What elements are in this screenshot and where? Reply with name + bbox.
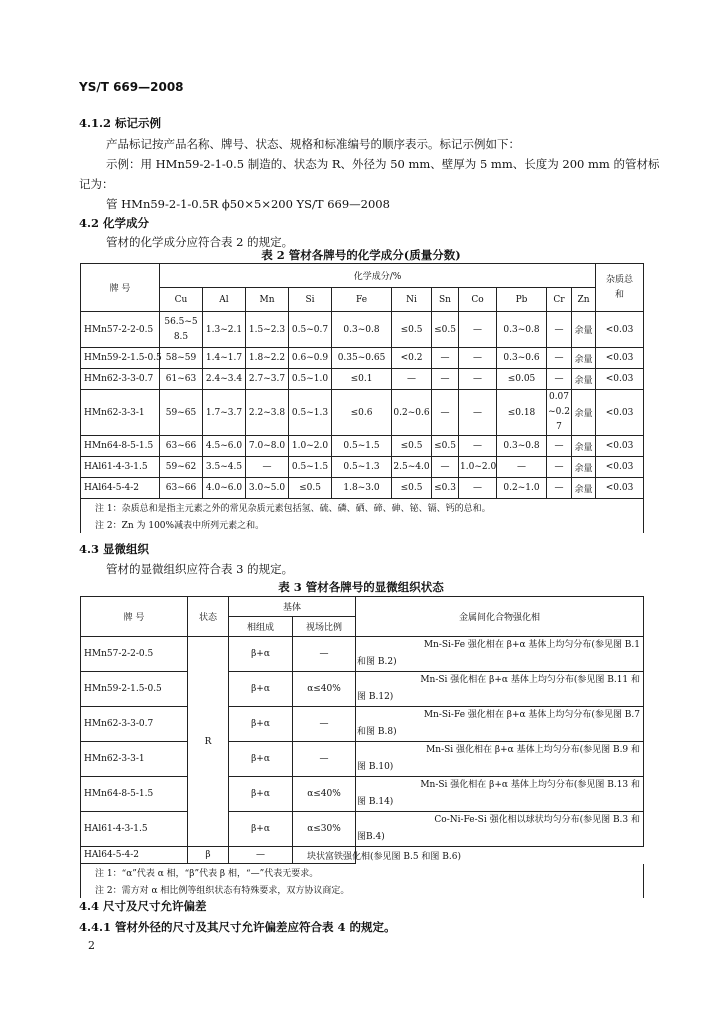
t3-desc-line1: Co-Ni-Fe-Si 强化相以球状均匀分布(参见图 B.3 和	[434, 815, 641, 825]
marking-example-line1: 示例：用 HMn59-2-1-0.5 制造的、状态为 R、外径为 50 mm、壁厚为 5 mm、长度为 200 mm 的管材标	[106, 157, 660, 171]
t2-cell: ≤0.5	[392, 478, 432, 499]
t2-element-header: Zn	[572, 288, 596, 312]
t2-cell: 0.3~0.8	[332, 312, 392, 348]
table-2-caption: 表 2 管材各牌号的化学成分(质量分数)	[261, 248, 461, 262]
t2-note-2: 注 2：Zn 为 100%减表中所列元素之和。	[81, 516, 644, 533]
t3-header-ratio: 视场比例	[293, 617, 356, 637]
t2-cell: 1.3~2.1	[203, 312, 246, 348]
t2-cell: 0.5~1.5	[289, 457, 332, 478]
t3-grade: HMn62-3-3-0.7	[81, 707, 188, 742]
t2-cell: 0.2~0.6	[392, 390, 432, 436]
t2-impurity: <0.03	[596, 348, 644, 369]
t3-ratio: —	[293, 707, 356, 742]
t3-desc-line2: 图 B.10)	[357, 762, 394, 772]
t2-cell: ≤0.3	[432, 478, 459, 499]
t2-cell: ≤0.5	[392, 436, 432, 457]
t3-grade: HMn62-3-3-1	[81, 742, 188, 777]
t2-impurity: <0.03	[596, 390, 644, 436]
t2-cell: 58~59	[160, 348, 203, 369]
t3-phase: β	[188, 847, 229, 864]
section-4-3-text: 管材的显微组织应符合表 3 的规定。	[106, 562, 294, 576]
t2-grade: HAl61-4-3-1.5	[81, 457, 160, 478]
t3-phase: β+α	[229, 742, 293, 777]
t2-cell: 0.5~0.7	[289, 312, 332, 348]
t2-grade: HMn62-3-3-1	[81, 390, 160, 436]
table-row	[81, 742, 644, 777]
t2-cell: 4.5~6.0	[203, 436, 246, 457]
t3-ratio: —	[229, 847, 293, 864]
table-row	[81, 637, 644, 672]
t2-cell: —	[547, 369, 572, 390]
t3-phase: β+α	[229, 707, 293, 742]
t2-cell: 56.5~58.5	[160, 312, 203, 348]
t2-cell: 0.5~1.3	[332, 457, 392, 478]
chemical-composition-table	[80, 263, 644, 533]
table-3-caption: 表 3 管材各牌号的显微组织状态	[278, 580, 444, 594]
t2-cell: 余量	[572, 390, 596, 436]
t2-cell: —	[547, 436, 572, 457]
t3-intermetallic-desc	[356, 672, 644, 707]
t2-cell: 0.5~1.5	[332, 436, 392, 457]
t3-phase: β+α	[229, 777, 293, 812]
table-row	[81, 478, 644, 499]
t2-cell: —	[392, 369, 432, 390]
t2-cell: 4.0~6.0	[203, 478, 246, 499]
t2-cell: 61~63	[160, 369, 203, 390]
t2-cell: —	[459, 348, 497, 369]
table-row	[81, 436, 644, 457]
t2-cell: 0.3~0.8	[497, 312, 547, 348]
t2-cell: —	[547, 312, 572, 348]
t3-ratio: α≤30%	[293, 812, 356, 847]
t3-intermetallic-desc	[356, 812, 644, 847]
t3-header-matrix: 基体	[229, 597, 356, 617]
table-row	[81, 369, 644, 390]
t2-header-impurity: 杂质总和	[596, 264, 644, 312]
t2-cell: 1.8~2.2	[246, 348, 289, 369]
t2-cell: ≤0.5	[392, 312, 432, 348]
table-row	[81, 312, 644, 348]
section-4-2-text: 管材的化学成分应符合表 2 的规定。	[106, 235, 294, 249]
t3-grade: HMn64-8-5-1.5	[81, 777, 188, 812]
t2-cell: 0.6~0.9	[289, 348, 332, 369]
t3-phase: β+α	[229, 812, 293, 847]
t3-ratio: α≤40%	[293, 672, 356, 707]
t3-grade: HAl64-5-4-2	[81, 847, 188, 864]
t3-desc-line1: Mn-Si-Fe 强化相在 β+α 基体上均匀分布(参见图 B.1	[423, 640, 641, 650]
t3-phase: β+α	[229, 672, 293, 707]
t2-cell: —	[459, 390, 497, 436]
t2-header-grade: 牌 号	[81, 264, 160, 312]
t3-note-1: 注 1：“α”代表 α 相，“β”代表 β 相，“—”代表无要求。	[81, 864, 644, 881]
t2-cell: 0.35~0.65	[332, 348, 392, 369]
t2-cell: ≤0.6	[332, 390, 392, 436]
table-row	[81, 707, 644, 742]
t2-element-header: Fe	[332, 288, 392, 312]
t3-intermetallic-desc	[356, 742, 644, 777]
table-row	[81, 777, 644, 812]
t3-state: R	[188, 637, 229, 847]
section-4-4-title: 4.4 尺寸及尺寸允许偏差	[79, 899, 207, 913]
t2-cell: 余量	[572, 312, 596, 348]
t2-cell: ≤0.1	[332, 369, 392, 390]
t2-cell: 1.7~3.7	[203, 390, 246, 436]
t3-intermetallic-desc: 块状富铁强化相(参见图 B.5 和图 B.6)	[293, 847, 356, 864]
t2-cell: —	[459, 436, 497, 457]
marking-rule-text: 产品标记按产品名称、牌号、状态、规格和标准编号的顺序表示。标记示例如下：	[106, 137, 520, 151]
t2-cell: 余量	[572, 457, 596, 478]
t2-cell: 0.3~0.8	[497, 436, 547, 457]
t2-cell: <0.2	[392, 348, 432, 369]
t3-note-2: 注 2：需方对 α 相比例等组织状态有特殊要求，双方协议商定。	[81, 881, 644, 898]
t2-impurity: <0.03	[596, 457, 644, 478]
t3-header-grade: 牌 号	[81, 597, 188, 637]
t2-cell: ≤0.5	[432, 436, 459, 457]
t2-cell: 0.5~1.0	[289, 369, 332, 390]
t2-element-header: Ni	[392, 288, 432, 312]
t2-grade: HMn59-2-1.5-0.5	[81, 348, 160, 369]
microstructure-table	[80, 596, 644, 898]
t3-desc-line1: Mn-Si-Fe 强化相在 β+α 基体上均匀分布(参见图 B.7	[423, 710, 641, 720]
t2-cell: —	[432, 369, 459, 390]
section-4-3-title: 4.3 显微组织	[79, 542, 150, 556]
t3-header-phase: 相组成	[229, 617, 293, 637]
t3-ratio: —	[293, 637, 356, 672]
t2-cell: 63~66	[160, 478, 203, 499]
t2-cell: —	[432, 348, 459, 369]
t2-cell: 59~65	[160, 390, 203, 436]
t2-cell: 2.5~4.0	[392, 457, 432, 478]
t2-grade: HMn62-3-3-0.7	[81, 369, 160, 390]
t3-desc-line1: Mn-Si 强化相在 β+α 基体上均匀分布(参见图 B.13 和	[420, 780, 641, 790]
t3-intermetallic-desc	[356, 707, 644, 742]
t2-cell: 7.0~8.0	[246, 436, 289, 457]
section-4-4-1-text: 4.4.1 管材外径的尺寸及其尺寸允许偏差应符合表 4 的规定。	[79, 920, 396, 934]
t3-ratio: —	[293, 742, 356, 777]
t3-intermetallic-desc	[356, 637, 644, 672]
table-row	[81, 812, 644, 847]
table-row	[81, 457, 644, 478]
section-4-1-2-title: 4.1.2 标记示例	[79, 116, 162, 130]
t2-cell: —	[432, 390, 459, 436]
t2-impurity: <0.03	[596, 436, 644, 457]
t2-cell: 余量	[572, 478, 596, 499]
t2-cell: 0.2~1.0	[497, 478, 547, 499]
t2-cell: 余量	[572, 348, 596, 369]
t2-cell: 0.3~0.6	[497, 348, 547, 369]
t2-cell: —	[246, 457, 289, 478]
table-row	[81, 348, 644, 369]
t2-cell: 余量	[572, 369, 596, 390]
t3-desc-line2: 和图 B.8)	[357, 727, 397, 737]
t2-impurity: <0.03	[596, 369, 644, 390]
t2-cell: 1.0~2.0	[459, 457, 497, 478]
t2-cell: —	[497, 457, 547, 478]
table-row	[81, 390, 644, 436]
t3-grade: HAl61-4-3-1.5	[81, 812, 188, 847]
t2-grade: HMn57-2-2-0.5	[81, 312, 160, 348]
t2-cell: 63~66	[160, 436, 203, 457]
t2-grade: HMn64-8-5-1.5	[81, 436, 160, 457]
table-row	[81, 672, 644, 707]
t2-cell: 2.2~3.8	[246, 390, 289, 436]
t2-cell: —	[459, 369, 497, 390]
t2-element-header: Si	[289, 288, 332, 312]
t2-cell: ≤0.5	[289, 478, 332, 499]
t3-phase: β+α	[229, 637, 293, 672]
t3-desc-line2: 和图 B.2)	[357, 657, 397, 667]
t3-desc-line1: Mn-Si 强化相在 β+α 基体上均匀分布(参见图 B.11 和	[420, 675, 641, 685]
t2-cell: ≤0.5	[432, 312, 459, 348]
t3-desc-line2: 图 B.12)	[357, 692, 394, 702]
t3-grade: HMn59-2-1.5-0.5	[81, 672, 188, 707]
marking-example-line2: 记为：	[79, 177, 114, 191]
t3-desc-line2: 图 B.14)	[357, 797, 394, 807]
t3-desc-line2: 图B.4)	[357, 832, 385, 842]
t3-header-intermetallic: 金属间化合物强化相	[356, 597, 644, 637]
section-4-2-title: 4.2 化学成分	[79, 216, 150, 230]
page-number: 2	[88, 939, 95, 952]
t2-impurity: <0.03	[596, 312, 644, 348]
t2-element-header: Cu	[160, 288, 203, 312]
t2-grade: HAl64-5-4-2	[81, 478, 160, 499]
t2-cell: 1.0~2.0	[289, 436, 332, 457]
t2-cell: —	[432, 457, 459, 478]
t2-cell: 1.8~3.0	[332, 478, 392, 499]
t3-intermetallic-desc	[356, 777, 644, 812]
t2-cell: 1.4~1.7	[203, 348, 246, 369]
t2-cell: —	[547, 478, 572, 499]
t2-element-header: Pb	[497, 288, 547, 312]
document-code: YS/T 669—2008	[79, 80, 184, 94]
t2-cell: —	[547, 348, 572, 369]
t2-cell: —	[547, 457, 572, 478]
t2-cell: —	[459, 312, 497, 348]
t3-desc-line1: Mn-Si 强化相在 β+α 基体上均匀分布(参见图 B.9 和	[426, 745, 641, 755]
t2-cell: 3.0~5.0	[246, 478, 289, 499]
t2-cell: 3.5~4.5	[203, 457, 246, 478]
t3-ratio: α≤40%	[293, 777, 356, 812]
t2-cell: ≤0.05	[497, 369, 547, 390]
t3-header-state: 状态	[188, 597, 229, 637]
t2-cell: 2.7~3.7	[246, 369, 289, 390]
t2-element-header: Co	[459, 288, 497, 312]
t2-cell: —	[459, 478, 497, 499]
t2-cell: 0.07~0.27	[547, 390, 572, 436]
t2-element-header: Mn	[246, 288, 289, 312]
marking-example-code: 管 HMn59-2-1-0.5R ϕ50×5×200 YS/T 669—2008	[106, 197, 390, 211]
t2-cell: 2.4~3.4	[203, 369, 246, 390]
t2-impurity: <0.03	[596, 478, 644, 499]
t2-cell: 1.5~2.3	[246, 312, 289, 348]
t2-element-header: Al	[203, 288, 246, 312]
t2-cell: ≤0.18	[497, 390, 547, 436]
t2-element-header: Cr	[547, 288, 572, 312]
t2-note-1: 注 1：杂质总和是指主元素之外的常见杂质元素包括氢、硫、磷、硒、碲、砷、铋、镉、钙的总和。	[81, 499, 644, 516]
t2-element-header: Sn	[432, 288, 459, 312]
t3-grade: HMn57-2-2-0.5	[81, 637, 188, 672]
t2-cell: 59~62	[160, 457, 203, 478]
t2-cell: 0.5~1.3	[289, 390, 332, 436]
t2-cell: 余量	[572, 436, 596, 457]
t2-header-chem: 化学成分/%	[160, 264, 596, 288]
